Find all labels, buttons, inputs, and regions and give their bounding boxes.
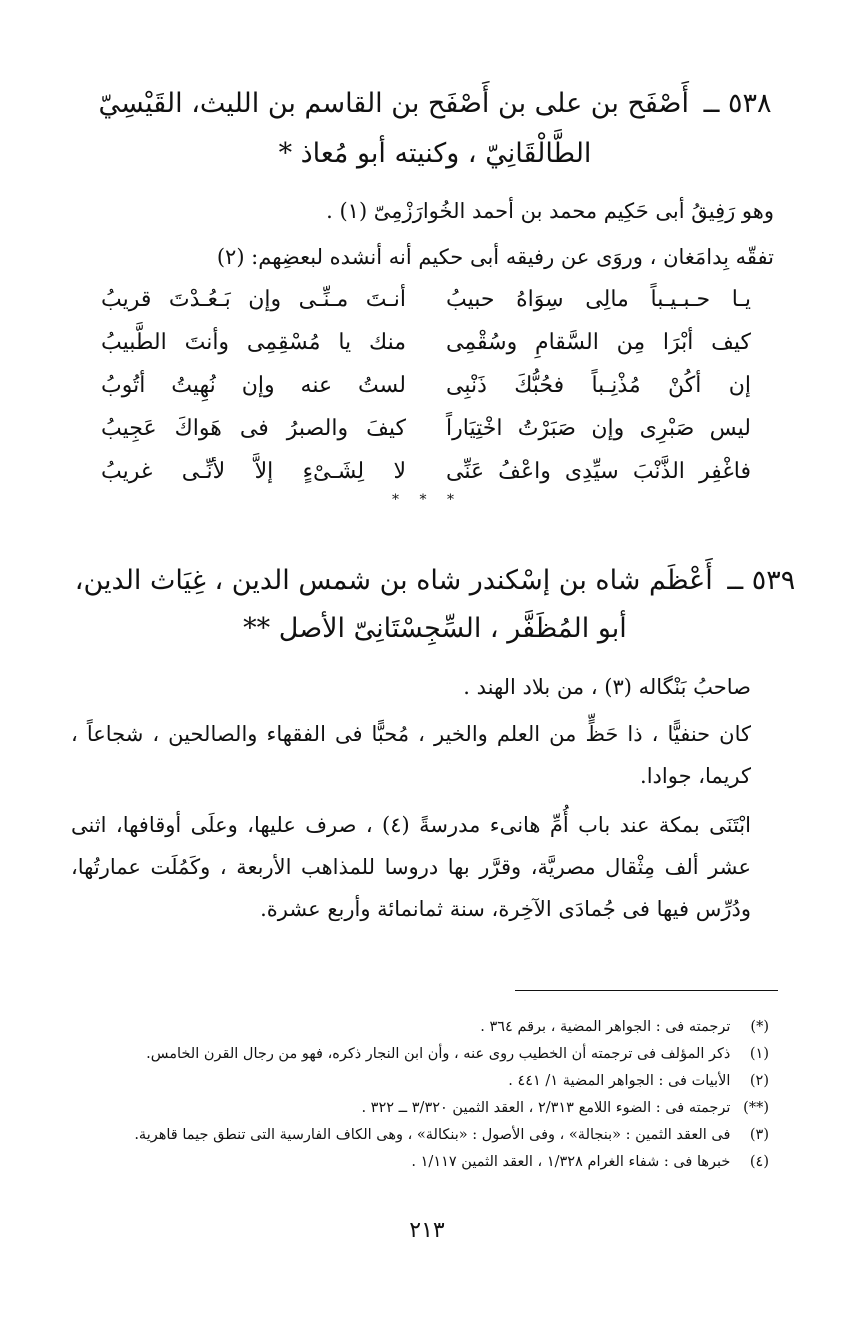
footnote-mark: (٤) [749,1154,769,1170]
poem-verse [101,364,751,407]
footnote-mark: (**) [743,1100,769,1116]
entry-539-paragraph-1: صاحبُ بَنْگاله (٣) ، من بلاد الهند . [463,675,751,699]
entry-538-paragraph-2: تفقّه بِدامَغان ، وروَى عن رفيقه أبى حكيم أنه أنشده لبعضِهم: (٢) [216,245,774,269]
footnote [69,1149,769,1176]
poem-verse [101,321,751,364]
footnote-text: خبرها فى : شفاء الغرام ١/٣٢٨ ، العقد الثمين ١/١١٧ . [411,1154,731,1170]
poem [101,278,751,493]
verse-first-hemistich: فاغْفِر الذَّنْبَ سيِّدِى واعْفُ عَنِّى [446,459,751,484]
verse-second-hemistich: منك يا مُسْقِمِى وأنتَ الطَّبيبُ [101,330,406,355]
poem-verse [101,407,751,450]
footnote-mark: (٣) [749,1127,769,1143]
entry-539-number: ٥٣٩ ــ [727,565,796,596]
entry-538-heading-line-1: أَصْفَح بن على بن أَصْفَح بن القاسم بن الليث، القَيْسِيّ [98,88,689,119]
entry-539-heading-line-2: أبو المُظَفَّر ، السِّجِسْتَانِىّ الأصل ** [243,613,627,644]
page-number: ٢١٣ [409,1218,445,1243]
footnote-text: فى العقد الثمين : «بنجالة» ، وفى الأصول : «بنكالة» ، وهى الكاف الفارسية التى تنطق جيما قاهرية. [134,1127,731,1143]
footnote-text: ذكر المؤلف فى ترجمته أن الخطيب روى عنه ، وأن ابن النجار ذكره، فهو من رجال القرن الخامس. [146,1046,731,1062]
footnote [69,1095,769,1122]
footnote-text: الأبيات فى : الجواهر المضية ١/ ٤٤١ . [508,1073,731,1089]
poem-verse [101,278,751,321]
entry-538-heading [70,79,800,129]
verse-second-hemistich: كيفَ والصبرُ فى هَواكَ عَجِيبُ [101,416,406,441]
verse-second-hemistich: لا لِشَـىْءٍ إلاَّ لأنِّـى غريبُ [101,459,406,484]
entry-539-heading [70,556,800,606]
entry-538-number: ٥٣٨ ــ [703,88,772,119]
footnote-rule [515,990,778,991]
verse-first-hemistich: ليس صَبْرِى وإن صَبَرْتُ اخْتِيَاراً [446,416,751,441]
entry-539-heading-line-1: أَعْظَم شاه بن إسْكندر شاه بن شمس الدين ، غِيَاث الدين، [74,565,713,596]
entry-538-heading-line-2: الطَّالْقَانِيّ ، وكنيته أبو مُعاذ * [278,138,592,169]
footnote [69,1122,769,1149]
footnote-mark: (*) [750,1019,769,1035]
verse-first-hemistich: كيف أبْرَا مِن السَّقامِ وسُقْمِى [446,330,751,355]
footnotes [69,1014,769,1176]
footnote [69,1014,769,1041]
footnote-mark: (١) [749,1046,769,1062]
verse-second-hemistich: أنـتَ مـنِّـى وإن بَـعُـدْتَ قريبُ [101,287,406,312]
entry-538-paragraph-1: وهو رَفِيقُ أبى حَكِيم محمد بن أحمد الخُوارَزْمِىّ (١) . [326,199,774,223]
entry-539-paragraph-2: كان حنفيًّا ، ذا حَظٍّ من العلم والخير ، مُحبًّا فى الفقهاء والصالحين ، شجاعاً ، كريما، جوادا. [71,722,751,788]
section-separator: * * * [392,492,462,508]
footnote-mark: (٢) [749,1073,769,1089]
entry-539-paragraph-3: ابْتَنَى بمكة عند باب أُمِّ هانىء مدرسةً (٤) ، صرف عليها، وعلَى أوقافها، اثنى عشر ألف مِثْقال مصريَّة، وقرَّر بها دروسا للمذاهب الأربعة ، وكَمُلَت عمارتُها، ودُرِّس فيها فى جُمادَى الآخِرة، سنة ثمانمائة وأربع عشرة. [71,813,751,921]
footnote [69,1068,769,1095]
footnote-text: ترجمته فى : الجواهر المضية ، برقم ٣٦٤ . [480,1019,731,1035]
verse-first-hemistich: يـا حـبـيـباً مالِى سِوَاهُ حبيبُ [446,287,751,312]
verse-second-hemistich: لستُ عنه وإن نُهِيتُ أتُوبُ [101,373,406,398]
verse-first-hemistich: إن أكُنْ مُذْنِـباً فحُبُّكَ ذَنْبِى [446,373,751,398]
footnote-text: ترجمته فى : الضوء اللامع ٢/٣١٣ ، العقد الثمين ٣/٣٢٠ ــ ٣٢٢ . [361,1100,731,1116]
poem-verse [101,450,751,493]
footnote [69,1041,769,1068]
